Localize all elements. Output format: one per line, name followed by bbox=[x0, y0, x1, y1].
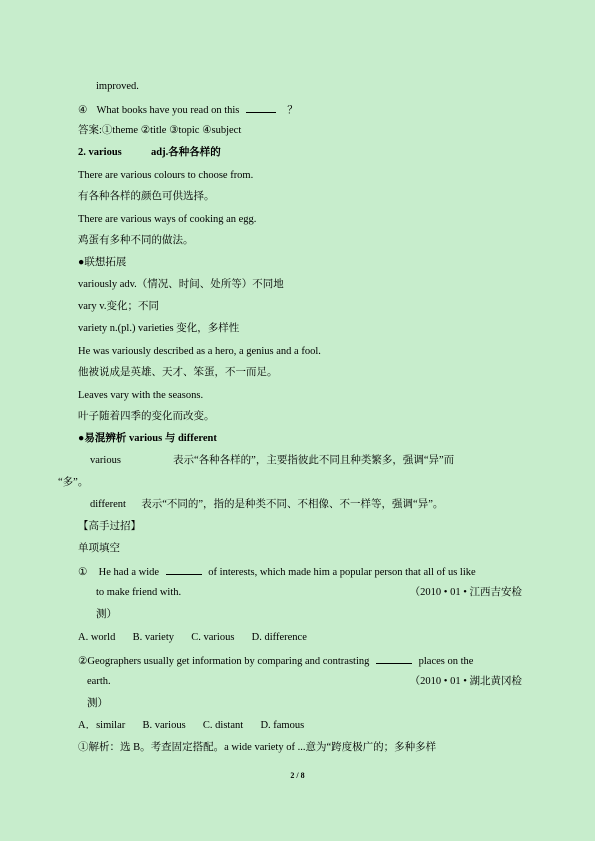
option-b: B. variety bbox=[132, 632, 174, 643]
text-line: improved. bbox=[96, 81, 139, 92]
example-cn: 他被说成是英雄、天才、笨蛋，不一而足。 bbox=[78, 367, 278, 378]
analysis-line: ①解析：选 B。考查固定搭配。a wide variety of ...意为“跨度极广的；多种多样 bbox=[78, 742, 437, 753]
question-source: （2010 • 01 • 江西吉安检 bbox=[409, 587, 522, 598]
question-4 bbox=[78, 102, 298, 118]
vocab-word: 2. various bbox=[78, 147, 122, 158]
example-cn: 有各种各样的颜色可供选择。 bbox=[78, 191, 215, 202]
page-number: 2 / 8 bbox=[290, 771, 305, 780]
vocab-heading bbox=[78, 146, 221, 160]
question-number: ④ bbox=[78, 105, 88, 116]
confuse-different bbox=[90, 498, 443, 512]
question-number: ① bbox=[78, 567, 88, 578]
question-text: What books have you read on this bbox=[96, 105, 240, 116]
option-a: A．similar bbox=[78, 720, 126, 731]
answer-blank bbox=[376, 653, 412, 664]
option-c: C. distant bbox=[202, 720, 244, 731]
question-text: earth. bbox=[87, 676, 111, 687]
option-d: D. difference bbox=[251, 632, 307, 643]
confuse-word: various bbox=[90, 455, 121, 466]
option-b: B. various bbox=[142, 720, 186, 731]
answer-line: 答案:①theme ②title ③topic ④subject bbox=[78, 125, 242, 136]
confuse-various-cont: “多”。 bbox=[58, 477, 89, 488]
section-confusable: ●易混辨析 various 与 different bbox=[78, 433, 217, 444]
example-en: He was variously described as a hero, a genius and a fool. bbox=[78, 346, 321, 357]
option-a: A. world bbox=[78, 632, 116, 643]
section-association: ●联想拓展 bbox=[78, 257, 127, 268]
options-2 bbox=[78, 719, 304, 733]
example-en: There are various ways of cooking an egg. bbox=[78, 214, 257, 225]
question-text: He had a wide bbox=[98, 567, 160, 578]
fill-title: 单项填空 bbox=[78, 543, 120, 554]
confuse-various bbox=[90, 454, 121, 468]
answer-blank bbox=[166, 564, 202, 575]
question-text: to make friend with. bbox=[96, 587, 182, 598]
question-source: 测） bbox=[87, 698, 108, 709]
option-c: C. various bbox=[191, 632, 235, 643]
answer-blank bbox=[246, 102, 276, 113]
vocab-definition: adj.各种各样的 bbox=[151, 147, 221, 158]
question-text: of interests, which made him a popular person that all of us like bbox=[208, 567, 476, 578]
word-variously: variously adv.（情况、时间、处所等）不同地 bbox=[78, 279, 284, 290]
options-1 bbox=[78, 631, 307, 645]
question-text: places on the bbox=[418, 656, 474, 667]
confuse-desc: 表示“不同的”，指的是种类不同、不相像、不一样等，强调“异”。 bbox=[141, 499, 444, 510]
word-variety: variety n.(pl.) varieties 变化，多样性 bbox=[78, 323, 240, 334]
example-cn: 叶子随着四季的变化而改变。 bbox=[78, 411, 215, 422]
confuse-various-desc: 表示“各种各样的”，主要指彼此不同且种类繁多，强调“异”而 bbox=[173, 455, 455, 466]
question-text: ②Geographers usually get information by comparing and contrasting bbox=[78, 656, 370, 667]
confuse-word: different bbox=[90, 499, 126, 510]
question-source: 测） bbox=[96, 609, 117, 620]
practice-title: 【高手过招】 bbox=[78, 521, 141, 532]
example-en: Leaves vary with the seasons. bbox=[78, 390, 204, 401]
example-cn: 鸡蛋有多种不同的做法。 bbox=[78, 235, 194, 246]
example-en: There are various colours to choose from. bbox=[78, 170, 254, 181]
practice-question-1 bbox=[78, 564, 476, 580]
practice-question-2 bbox=[78, 653, 473, 669]
word-vary: vary v.变化；不同 bbox=[78, 301, 159, 312]
option-d: D. famous bbox=[260, 720, 305, 731]
question-mark: ？ bbox=[287, 105, 298, 116]
question-source: （2010 • 01 • 湖北黄冈检 bbox=[409, 676, 522, 687]
